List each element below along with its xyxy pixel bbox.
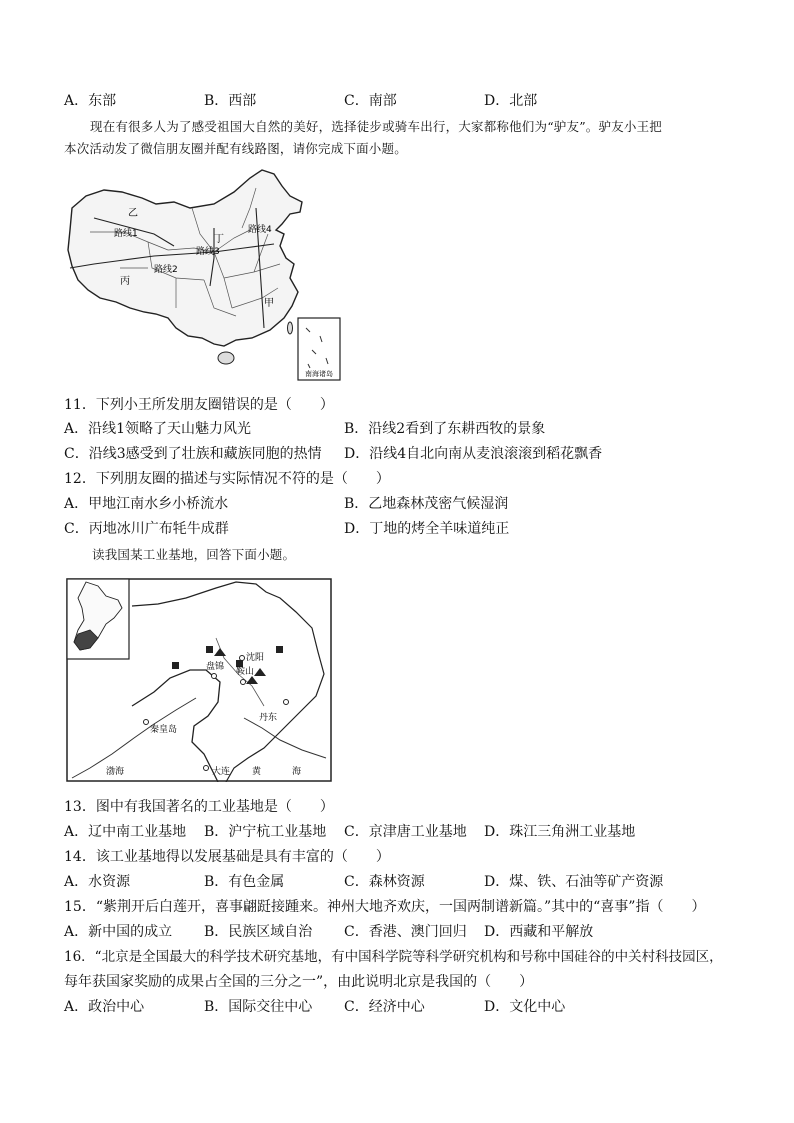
q11-option-c: C．沿线3感受到了壮族和藏族同胞的热情	[64, 446, 322, 462]
q16-option-d: D．文化中心	[484, 999, 566, 1015]
route-label-1: 路线1	[114, 229, 138, 239]
q11-option-a: A．沿线1领略了天山魅力风光	[64, 421, 252, 437]
route-label-4: 路线4	[248, 225, 272, 235]
region-label-bing: 丙	[120, 276, 130, 287]
q13-stem: 13．图中有我国著名的工业基地是（ ）	[64, 799, 334, 815]
region-label-jia: 甲	[264, 298, 274, 309]
q13-option-b: B．沪宁杭工业基地	[204, 824, 327, 840]
q10-option-a: A．东部	[64, 93, 117, 109]
region-label-ding: 丁	[214, 234, 224, 245]
city-label-dalian: 大连	[212, 767, 231, 777]
china-route-map	[64, 168, 342, 382]
q15-option-a: A．新中国的成立	[64, 924, 173, 940]
intro-industry: 读我国某工业基地，回答下面小题。	[92, 547, 296, 562]
intro-paragraph-line1: 现在有很多人为了感受祖国大自然的美好，选择徒步或骑车出行，大家都称他们为“驴友”。驴友小王把	[90, 119, 662, 134]
q14-option-a: A．水资源	[64, 874, 131, 890]
q14-option-c: C．森林资源	[344, 874, 425, 890]
q16-option-c: C．经济中心	[344, 999, 425, 1015]
q11-option-d: D．沿线4自北向南从麦浪滚滚到稻花飘香	[344, 446, 603, 462]
q15-stem: 15．“紫荆开后白莲开，喜事翩跹接踵来。神州大地齐欢庆，一国两制谱新篇。”其中的“喜事”指（ ）	[64, 899, 706, 915]
city-label-dandong: 丹东	[259, 713, 278, 723]
q13-option-c: C．京津唐工业基地	[344, 824, 467, 840]
q15-option-d: D．西藏和平解放	[484, 924, 594, 940]
sea-label-huang: 黄	[252, 767, 262, 777]
q10-option-b: B．西部	[204, 93, 257, 109]
route-label-3: 路线3	[196, 247, 220, 257]
q16-stem-line1: 16．“北京是全国最大的科学技术研究基地，有中国科学院等科学研究机构和号称中国硅谷的中关村科技园区，	[64, 949, 723, 965]
q10-option-c: C．南部	[344, 93, 397, 109]
q15-option-b: B．民族区域自治	[204, 924, 313, 940]
city-label-anshan: 鞍山	[236, 667, 255, 677]
route-label-2: 路线2	[154, 265, 178, 275]
q12-stem: 12．下列朋友圈的描述与实际情况不符的是（ ）	[64, 471, 390, 487]
q16-option-a: A．政治中心	[64, 999, 145, 1015]
q14-stem: 14．该工业基地得以发展基础是具有丰富的（ ）	[64, 849, 390, 865]
q15-option-c: C．香港、澳门回归	[344, 924, 467, 940]
city-label-shenyang: 沈阳	[246, 653, 265, 663]
region-label-yi: 乙	[128, 208, 138, 219]
q12-option-c: C．丙地冰川广布牦牛成群	[64, 521, 229, 537]
q12-option-a: A．甲地江南水乡小桥流水	[64, 496, 229, 512]
q12-option-b: B．乙地森林茂密气候湿润	[344, 496, 509, 512]
q11-stem: 11．下列小王所发朋友圈错误的是（ ）	[64, 397, 334, 413]
city-label-qinhuangdao: 秦皇岛	[150, 725, 178, 735]
sea-label-bohai: 渤海	[106, 767, 125, 777]
q13-option-a: A．辽中南工业基地	[64, 824, 187, 840]
intro-paragraph-line2: 本次活动发了微信朋友圈并配有线路图，请你完成下面小题。	[64, 141, 407, 156]
q16-option-b: B．国际交往中心	[204, 999, 313, 1015]
q14-option-b: B．有色金属	[204, 874, 285, 890]
q12-option-d: D．丁地的烤全羊味道纯正	[344, 521, 510, 537]
inset-label: 南海诸岛	[305, 370, 333, 378]
q13-option-d: D．珠江三角洲工业基地	[484, 824, 636, 840]
city-label-panjin: 盘锦	[206, 662, 225, 672]
q14-option-d: D．煤、铁、石油等矿产资源	[484, 874, 664, 890]
industrial-base-map	[66, 578, 332, 782]
q10-option-d: D．北部	[484, 93, 538, 109]
q11-option-b: B．沿线2看到了东耕西牧的景象	[344, 421, 546, 437]
q16-stem-line2: 每年获国家奖励的成果占全国的三分之一”，由此说明北京是我国的（ ）	[64, 974, 534, 990]
sea-label-hai: 海	[292, 767, 302, 777]
